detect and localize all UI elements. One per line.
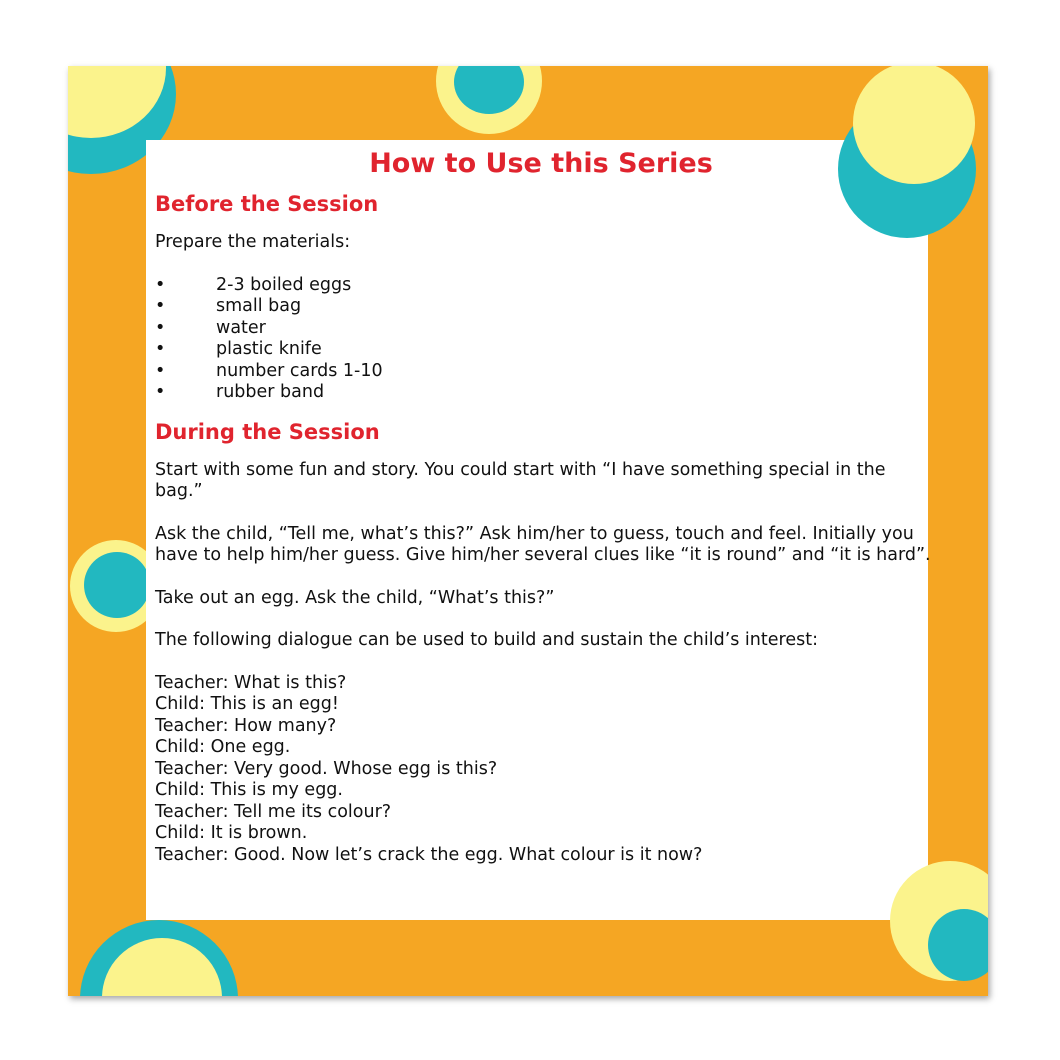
dialogue-line: Teacher: How many?: [155, 715, 337, 736]
material-label: number cards 1-10: [216, 360, 383, 381]
list-item: [155, 382, 937, 404]
content-body: [155, 146, 937, 866]
dialogue-line: Teacher: Tell me its colour?: [155, 801, 392, 822]
material-label: plastic knife: [216, 339, 322, 359]
bullet-glyph: •: [155, 296, 166, 316]
during-paragraph: Start with some fun and story. You could start with “I have something special in the bag.”: [155, 459, 886, 501]
material-label: 2-3 boiled eggs: [216, 274, 352, 295]
material-label: water: [216, 317, 266, 338]
material-label: small bag: [216, 296, 302, 316]
bullet-glyph: •: [155, 274, 166, 295]
bullet-glyph: •: [155, 382, 166, 402]
bullet-glyph: •: [155, 317, 166, 338]
bullet-glyph: •: [155, 339, 166, 359]
dialogue-line: Child: It is brown.: [155, 823, 308, 843]
bullet-glyph: •: [155, 360, 166, 381]
during-paragraph: The following dialogue can be used to build and sustain the child’s interest:: [155, 630, 818, 650]
during-heading: During the Session: [155, 419, 380, 444]
dialogue-line: Teacher: What is this?: [155, 672, 347, 693]
during-paragraph: Take out an egg. Ask the child, “What’s this?”: [155, 587, 555, 608]
list-item: [155, 296, 937, 318]
list-item: [155, 318, 937, 340]
list-item: [155, 339, 937, 361]
materials-list: [155, 275, 937, 404]
before-heading: Before the Session: [155, 192, 379, 216]
dialogue-line: Child: One egg.: [155, 737, 291, 757]
list-item: [155, 275, 937, 297]
dialogue-line: Teacher: Good. Now let’s crack the egg. What colour is it now?: [155, 844, 703, 865]
list-item: [155, 361, 937, 383]
page-title: How to Use this Series: [369, 148, 713, 179]
before-intro: Prepare the materials:: [155, 232, 351, 252]
material-label: rubber band: [216, 382, 325, 402]
page-border: [68, 66, 988, 996]
dialogue-line: Child: This is my egg.: [155, 780, 343, 800]
dialogue-line: Child: This is an egg!: [155, 694, 339, 714]
dialogue-line: Teacher: Very good. Whose egg is this?: [155, 758, 498, 779]
during-paragraph: Ask the child, “Tell me, what’s this?” Ask him/her to guess, touch and feel. Initially you have to help him/her guess. Give him/her several clues like “it is round” and “it is hard”.: [155, 523, 931, 565]
dialogue-block: [155, 673, 937, 867]
decor-circle-left-teal: [84, 552, 150, 618]
